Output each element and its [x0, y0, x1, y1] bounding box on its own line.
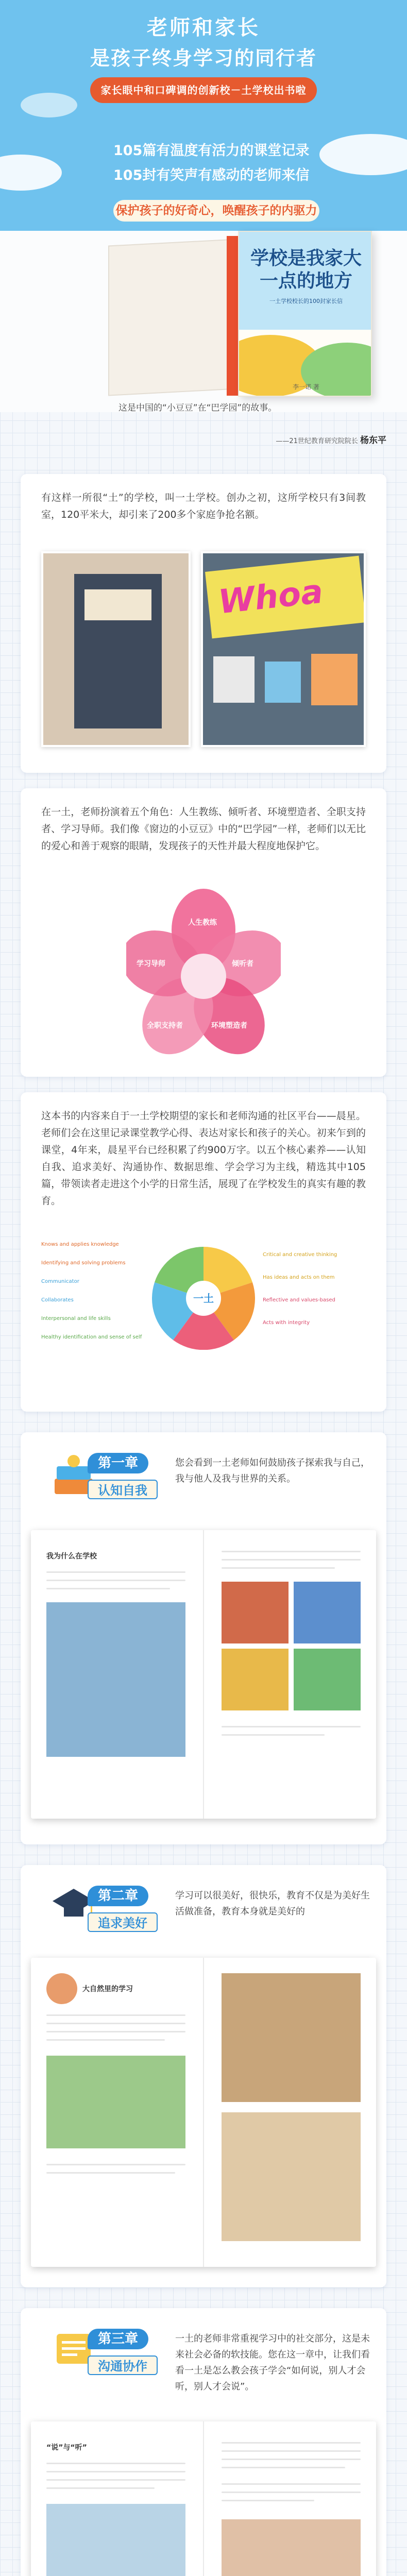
wall-note [265, 662, 301, 703]
intro-card-1 [21, 474, 386, 773]
petal-label: 人生教练 [188, 919, 217, 927]
wall-note [311, 654, 358, 705]
page-photo [46, 1602, 185, 1757]
portrait-art [222, 1649, 289, 1710]
wheel-label: Healthy identification and sense of self [41, 1334, 142, 1340]
text-line [46, 1588, 170, 1589]
page-gutter [203, 2421, 204, 2576]
wall-note [213, 656, 255, 703]
chapter-3-number: 第三章 [88, 2329, 148, 2349]
chapter-1-page-spread [31, 1530, 376, 1819]
spread-1-heading: 我为什么在学校 [46, 1552, 97, 1561]
text-line [222, 2467, 345, 2468]
wheel-label: Has ideas and acts on them [263, 1275, 335, 1280]
spread-3-heading: “说”与“听” [46, 2444, 87, 2452]
chapter-1-number: 第一章 [88, 1453, 148, 1473]
intro-3-text: 这本书的内容来自于一土学校期望的家长和老师沟通的社区平台——晨星。老师们会在这里记录课堂教学心得、表达对家长和孩子的关心。初来乍到的课堂，4年来，晨星平台已经积累了约900万字。以五个核心素养——认知自我、追求美好、沟通协作、数据思维、学会学习为主线，精选其中105篇，带领读者走进这个小学的日常生活，展现了在学校发生的真实有趣的教育。 [41, 1110, 366, 1207]
book-spine [227, 236, 238, 396]
intro-1-text: 有这样一所很“土”的学校，叫一土学校。创办之初，这所学校只有3间教室，120平米大，却引来了200多个家庭争抢名额。 [41, 492, 366, 520]
page-gutter [203, 1958, 204, 2267]
chapter-2-text: 学习可以很美好，很快乐，教育不仅是为美好生活做准备，教育本身就是美好的 [175, 1890, 370, 1917]
text-line [46, 2014, 185, 2016]
clipboard-line [62, 2353, 77, 2356]
text-line [222, 1726, 361, 1727]
text-line [46, 1580, 185, 1581]
page-photo [46, 2056, 185, 2148]
text-line [222, 1551, 361, 1552]
book-subtitle: 一土学校校长的100封家长信 [269, 298, 343, 304]
hero-banner: 家长眼中和口碑调的创新校－土学校出书啦 [90, 77, 317, 103]
spread-2-heading: 大自然里的学习 [82, 1985, 133, 1993]
text-line [46, 2463, 185, 2464]
text-line [222, 2450, 361, 2452]
book-back-cover [108, 239, 237, 396]
text-line [46, 2031, 185, 2032]
intro-card-2 [21, 788, 386, 1077]
wheel-label: Critical and creative thinking [263, 1252, 337, 1258]
text-line [46, 1571, 185, 1573]
chapter-2-name: 追求美好 [88, 1912, 158, 1932]
text-line [222, 1559, 361, 1561]
text-line [46, 2023, 185, 2024]
whoa-banner [205, 556, 366, 639]
petal-label: 环境塑造者 [211, 1022, 247, 1030]
quote-attribution-name: 杨东平 [360, 435, 386, 446]
hero-point-2: 105封有笑声有感动的老师来信 [113, 167, 310, 183]
text-line [222, 1567, 335, 1569]
book-cover [238, 231, 372, 397]
wheel-label: Interpersonal and life skills [41, 1316, 111, 1321]
wheel-label: Reflective and values-based [263, 1297, 335, 1303]
book-title: 学校是我家大一点的地方 [250, 248, 362, 292]
petal-label: 倾听者 [232, 960, 253, 968]
chapter-3-page-spread [31, 2421, 376, 2576]
quote-attribution-prefix: ——21世纪教育研究院院长 [276, 437, 358, 445]
intro-2-text: 在一土，老师扮演着五个角色：人生教练、倾听者、环境塑造者、全职支持者、学习导师。我们像《窗边的小豆豆》中的“巴学园”一样，老师们以无比的爱心和善于观察的眼睛，发现孩子的天性并最大程度地保护它。 [41, 806, 366, 852]
wheel-right-labels [263, 1252, 371, 1343]
chapter-1-text: 您会看到一土老师如何鼓励孩子探索我与自己，我与他人及我与世界的关系。 [175, 1458, 370, 1484]
page-photo [46, 2504, 185, 2576]
chapter-2-page-spread [31, 1958, 376, 2267]
page-photo [222, 2112, 361, 2241]
chapter-2-number: 第二章 [88, 1886, 148, 1906]
text-line [46, 2172, 175, 2174]
page-photo [222, 2519, 361, 2576]
apple-icon [67, 1455, 80, 1467]
text-line [222, 2500, 314, 2501]
hero-title-line1: 老师和家长 [147, 15, 260, 40]
wheel-label: Acts with integrity [263, 1320, 310, 1326]
flower-center [181, 954, 226, 999]
clipboard-line [62, 2347, 86, 2350]
chapter-3-text: 一土的老师非常重视学习中的社交部分，这是未来社会必备的软技能。您在这一章中，让我们看看一土是怎么教会孩子学会“如何说，别人才会听，别人才会说”。 [175, 2333, 370, 2392]
classroom-door-photo [41, 551, 191, 747]
book-stack-icon [57, 1466, 91, 1480]
petal-label: 全职支持者 [147, 1022, 183, 1030]
hero-highlight: 保护孩子的好奇心，唤醒孩子的内驱力 [113, 200, 319, 222]
text-line [46, 2479, 185, 2481]
text-line [46, 2487, 155, 2489]
wheel-label: Knows and applies knowledge [41, 1242, 119, 1247]
quote-text: 这是中国的“小豆豆”在“巴学园”的故事。 [118, 403, 277, 413]
text-line [222, 1734, 325, 1736]
wheel-label: Communicator [41, 1279, 79, 1284]
competency-wheel [152, 1247, 255, 1350]
clipboard-line [62, 2341, 86, 2344]
portrait-art [222, 1582, 289, 1643]
portrait-art [294, 1649, 361, 1710]
text-line [46, 2471, 185, 2472]
author-avatar [46, 1973, 77, 2004]
hero-title-line2: 是孩子终身学习的同行者 [90, 47, 317, 70]
quote-attribution [155, 433, 386, 446]
book-stack-icon [55, 1479, 93, 1494]
petal-label: 学习导师 [137, 960, 165, 968]
chapter-1-name: 认知自我 [88, 1480, 158, 1499]
intro-card-3 [21, 1092, 386, 1412]
chapter-3-card [21, 2308, 386, 2576]
wheel-label: Identifying and solving problems [41, 1260, 126, 1266]
portrait-art [294, 1582, 361, 1643]
five-roles-flower [126, 881, 281, 1066]
text-line [222, 2492, 361, 2493]
text-line [222, 2442, 361, 2444]
text-line [46, 2039, 165, 2041]
whoa-wall-photo [201, 551, 366, 747]
text-line [222, 2459, 361, 2460]
page-photo [222, 1973, 361, 2102]
wheel-label: Collaborates [41, 1297, 74, 1303]
chapter-3-name: 沟通协作 [88, 2355, 158, 2375]
book-author: 李一诺 著 [293, 383, 319, 391]
text-line [46, 2164, 185, 2165]
chapter-2-card [21, 1865, 386, 2287]
chapter-1-card [21, 1432, 386, 1844]
text-line [222, 2483, 361, 2485]
grad-cap-icon [64, 1906, 83, 1917]
whoa-sign-text: Whoa [216, 572, 325, 622]
wheel-left-labels [41, 1242, 149, 1353]
door-sign [84, 589, 151, 620]
page-gutter [203, 1530, 204, 1819]
wheel-center-text: 一土 [193, 1292, 214, 1304]
hero-point-1: 105篇有温度有活力的课堂记录 [113, 143, 310, 159]
